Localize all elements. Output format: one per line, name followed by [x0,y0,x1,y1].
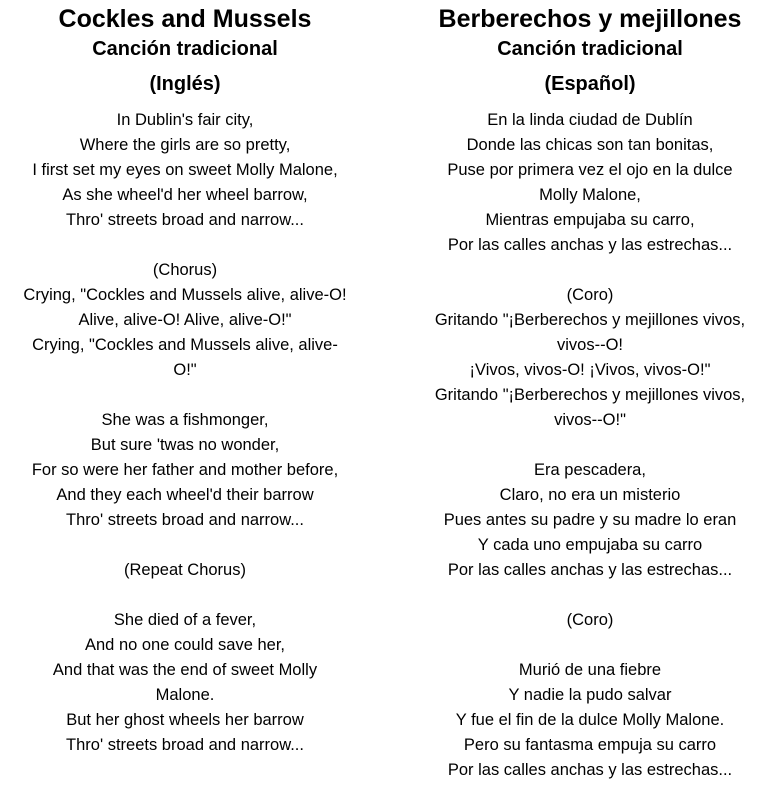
lyric-line: Por las calles anchas y las estrechas... [447,761,733,779]
chorus-label: (Coro) [566,286,614,304]
lyric-line: She died of a fever, [113,611,257,629]
lyric-line: But sure 'twas no wonder, [90,436,280,454]
lyric-line: Por las calles anchas y las estrechas... [447,561,733,579]
lyric-line: Alive, alive-O! Alive, alive-O!" [78,311,292,329]
blank-line [0,233,370,258]
lyric-line: ¡Vivos, vivos-O! ¡Vivos, vivos-O!" [469,361,711,379]
lyric-line: En la linda ciudad de Dublín [487,111,693,129]
lyric-line: Puse por primera vez el ojo en la dulce [447,161,733,179]
lyric-line: vivos--O!" [554,411,626,429]
lyric-line: vivos--O! [557,336,623,354]
english-language-label: (Inglés) [149,73,221,95]
lyric-line: Crying, "Cockles and Mussels alive, alive-O! [23,286,347,304]
chorus-label: (Chorus) [152,261,218,279]
lyric-line: Era pescadera, [534,461,646,479]
blank-line [400,633,780,658]
blank-line [0,383,370,408]
english-subtitle: Canción tradicional [92,38,278,60]
lyric-line: Y cada uno empujaba su carro [477,536,703,554]
lyric-line: Thro' streets broad and narrow... [66,736,304,754]
spanish-lyrics [400,108,780,783]
lyric-line: Where the girls are so pretty, [79,136,291,154]
english-lyrics [0,108,370,758]
lyric-line: Y nadie la pudo salvar [508,686,672,704]
lyric-line: She was a fishmonger, [101,411,269,429]
english-title: Cockles and Mussels [58,5,312,33]
lyric-line: O!" [173,361,197,379]
blank-line [0,583,370,608]
lyric-line: Gritando "¡Berberechos y mejillones vivos, [434,386,746,404]
lyric-line: Gritando "¡Berberechos y mejillones vivos, [434,311,746,329]
lyric-line: For so were her father and mother before, [31,461,339,479]
lyric-line: Y fue el fin de la dulce Molly Malone. [455,711,725,729]
chorus-label: (Coro) [566,611,614,629]
blank-line [400,258,780,283]
lyric-line: Mientras empujaba su carro, [485,211,695,229]
lyric-line: Por las calles anchas y las estrechas... [447,236,733,254]
lyric-line: And no one could save her, [85,636,285,654]
spanish-subtitle: Canción tradicional [497,38,683,60]
spanish-column [400,0,780,783]
lyric-line: But her ghost wheels her barrow [66,711,304,729]
repeat-chorus-label: (Repeat Chorus) [124,561,246,579]
spanish-title: Berberechos y mejillones [438,5,742,33]
blank-line [400,583,780,608]
blank-line [0,533,370,558]
lyric-line: Donde las chicas son tan bonitas, [466,136,714,154]
lyric-line: Thro' streets broad and narrow... [66,211,304,229]
english-column [0,0,370,758]
lyric-line: Pues antes su padre y su madre lo eran [443,511,737,529]
spanish-language-label: (Español) [544,73,636,95]
lyric-line: Claro, no era un misterio [499,486,681,504]
lyric-line: Crying, "Cockles and Mussels alive, alive- [32,336,338,354]
lyric-line: Murió de una fiebre [518,661,662,679]
lyric-line: As she wheel'd her wheel barrow, [62,186,308,204]
lyric-line: I first set my eyes on sweet Molly Malone, [32,161,338,179]
lyric-line: And they each wheel'd their barrow [56,486,314,504]
lyric-line: Malone. [155,686,215,704]
lyric-line: And that was the end of sweet Molly [52,661,318,679]
lyric-line: Molly Malone, [539,186,641,204]
blank-line [400,433,780,458]
lyric-line: Thro' streets broad and narrow... [66,511,304,529]
lyric-line: Pero su fantasma empuja su carro [463,736,717,754]
lyric-line: In Dublin's fair city, [116,111,254,129]
